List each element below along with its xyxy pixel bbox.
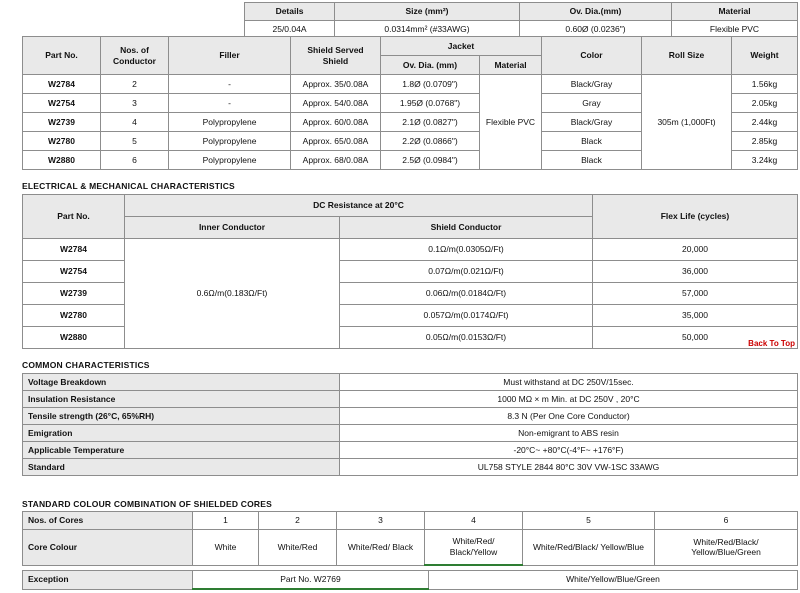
colour-value: White/Red/ Black: [337, 530, 425, 566]
table-row: [23, 391, 798, 408]
spec-shield: Approx. 60/0.08A: [291, 113, 381, 132]
electrical-section-title: ELECTRICAL & MECHANICAL CHARACTERISTICS: [22, 181, 235, 191]
spec-nos: 6: [101, 151, 169, 170]
spec-filler: -: [169, 75, 291, 94]
details-header-ov-dia: Ov. Dia.(mm): [520, 3, 672, 21]
colour-value: White: [193, 530, 259, 566]
details-header-material: Material: [672, 3, 798, 21]
elec-header-dc-resistance: DC Resistance at 20°C: [125, 195, 593, 217]
spec-header-nos-conductor: Nos. of Conductor: [101, 37, 169, 75]
details-header-details: Details: [245, 3, 335, 21]
spec-header-weight: Weight: [732, 37, 798, 75]
colour-count: 6: [655, 512, 798, 530]
common-value: Must withstand at DC 250V/15sec.: [340, 374, 798, 391]
spec-color: Gray: [542, 94, 642, 113]
colour-count: 1: [193, 512, 259, 530]
spec-nos: 5: [101, 132, 169, 151]
spec-part-no: W2739: [23, 113, 101, 132]
spec-header-jacket-ov-dia: Ov. Dia. (mm): [381, 56, 480, 75]
common-key: Emigration: [23, 425, 340, 442]
spec-color: Black: [542, 132, 642, 151]
spec-part-no: W2754: [23, 94, 101, 113]
spec-header-roll-size: Roll Size: [642, 37, 732, 75]
elec-shield-conductor: 0.1Ω/m(0.0305Ω/Ft): [340, 239, 593, 261]
spec-nos: 3: [101, 94, 169, 113]
exception-part-no: Part No. W2769: [193, 571, 429, 590]
spec-part-no: W2780: [23, 132, 101, 151]
spec-header-jacket-material: Material: [480, 56, 542, 75]
spec-ov-dia: 2.1Ø (0.0827"): [381, 113, 480, 132]
elec-header-inner-conductor: Inner Conductor: [125, 217, 340, 239]
spec-shield: Approx. 65/0.08A: [291, 132, 381, 151]
details-value-material: Flexible PVC: [672, 21, 798, 39]
spec-filler: Polypropylene: [169, 132, 291, 151]
common-key: Applicable Temperature: [23, 442, 340, 459]
spec-header-part-no: Part No.: [23, 37, 101, 75]
spec-header-jacket: Jacket: [381, 37, 542, 56]
elec-flex-life: 57,000: [593, 283, 798, 305]
common-key: Insulation Resistance: [23, 391, 340, 408]
spec-header-shield: Shield Served Shield: [291, 37, 381, 75]
electrical-table: [22, 194, 798, 349]
elec-header-shield-conductor: Shield Conductor: [340, 217, 593, 239]
specification-table: [22, 36, 798, 170]
table-row: [23, 425, 798, 442]
spec-weight: 2.44kg: [732, 113, 798, 132]
details-value-ov-dia: 0.60Ø (0.0236"): [520, 21, 672, 39]
table-row: [245, 3, 798, 21]
details-header-size: Size (mm²): [335, 3, 520, 21]
table-row: [23, 75, 798, 94]
spec-jacket-material-value: Flexible PVC: [480, 75, 542, 170]
table-row: [23, 459, 798, 476]
spec-ov-dia: 1.95Ø (0.0768"): [381, 94, 480, 113]
colour-value: White/Red/Black/ Yellow/Blue/Green: [655, 530, 798, 566]
elec-part-no: W2739: [23, 283, 125, 305]
exception-table: [22, 570, 798, 590]
elec-header-flex-life: Flex Life (cycles): [593, 195, 798, 239]
table-row: [23, 37, 798, 56]
elec-header-part-no: Part No.: [23, 195, 125, 239]
spec-header-color: Color: [542, 37, 642, 75]
common-section-title: COMMON CHARACTERISTICS: [22, 360, 150, 370]
elec-flex-life: 35,000: [593, 305, 798, 327]
common-value: 8.3 N (Per One Core Conductor): [340, 408, 798, 425]
common-value: Non-emigrant to ABS resin: [340, 425, 798, 442]
table-row: [23, 408, 798, 425]
elec-shield-conductor: 0.057Ω/m(0.0174Ω/Ft): [340, 305, 593, 327]
common-value: -20°C~ +80°C(-4°F~ +176°F): [340, 442, 798, 459]
common-key: Standard: [23, 459, 340, 476]
colour-count: 5: [523, 512, 655, 530]
back-to-top-link[interactable]: Back To Top: [748, 339, 795, 348]
spec-filler: Polypropylene: [169, 151, 291, 170]
details-value-details: 25/0.04A: [245, 21, 335, 39]
colour-value: White/Red: [259, 530, 337, 566]
elec-part-no: W2784: [23, 239, 125, 261]
colour-count: 2: [259, 512, 337, 530]
colour-combination-table: [22, 511, 798, 566]
elec-part-no: W2754: [23, 261, 125, 283]
colour-row-label-cores: Nos. of Cores: [23, 512, 193, 530]
spec-weight: 3.24kg: [732, 151, 798, 170]
spec-weight: 2.05kg: [732, 94, 798, 113]
spec-nos: 4: [101, 113, 169, 132]
table-row: [23, 442, 798, 459]
elec-flex-life: 20,000: [593, 239, 798, 261]
common-value: UL758 STYLE 2844 80°C 30V VW-1SC 33AWG: [340, 459, 798, 476]
colour-count: 4: [425, 512, 523, 530]
spec-shield: Approx. 54/0.08A: [291, 94, 381, 113]
table-row: [23, 195, 798, 217]
spec-shield: Approx. 68/0.08A: [291, 151, 381, 170]
colour-count: 3: [337, 512, 425, 530]
table-row: [23, 571, 798, 590]
details-value-size: 0.0314mm² (#33AWG): [335, 21, 520, 39]
spec-part-no: W2880: [23, 151, 101, 170]
elec-part-no: W2780: [23, 305, 125, 327]
elec-inner-conductor-value: 0.6Ω/m(0.183Ω/Ft): [125, 239, 340, 349]
spec-header-filler: Filler: [169, 37, 291, 75]
spec-nos: 2: [101, 75, 169, 94]
details-table: [244, 2, 798, 39]
table-row: [23, 512, 798, 530]
elec-shield-conductor: 0.06Ω/m(0.0184Ω/Ft): [340, 283, 593, 305]
exception-label: Exception: [23, 571, 193, 590]
elec-shield-conductor: 0.07Ω/m(0.021Ω/Ft): [340, 261, 593, 283]
common-key: Tensile strength (26°C, 65%RH): [23, 408, 340, 425]
spec-filler: -: [169, 94, 291, 113]
table-row: [23, 530, 798, 566]
spec-ov-dia: 2.5Ø (0.0984"): [381, 151, 480, 170]
spec-color: Black: [542, 151, 642, 170]
spec-roll-size-value: 305m (1,000Ft): [642, 75, 732, 170]
spec-weight: 1.56kg: [732, 75, 798, 94]
exception-value: White/Yellow/Blue/Green: [429, 571, 798, 590]
spec-color: Black/Gray: [542, 113, 642, 132]
spec-filler: Polypropylene: [169, 113, 291, 132]
spec-shield: Approx. 35/0.08A: [291, 75, 381, 94]
spec-weight: 2.85kg: [732, 132, 798, 151]
spec-color: Black/Gray: [542, 75, 642, 94]
colour-section-title: STANDARD COLOUR COMBINATION OF SHIELDED CORES: [22, 499, 272, 509]
table-row: [23, 239, 798, 261]
elec-part-no: W2880: [23, 327, 125, 349]
spec-part-no: W2784: [23, 75, 101, 94]
colour-row-label-core-colour: Core Colour: [23, 530, 193, 566]
colour-value-highlighted: White/Red/ Black/Yellow: [425, 530, 523, 566]
table-row: [23, 374, 798, 391]
common-value: 1000 MΩ × m Min. at DC 250V , 20°C: [340, 391, 798, 408]
common-key: Voltage Breakdown: [23, 374, 340, 391]
elec-flex-life: 36,000: [593, 261, 798, 283]
elec-flex-life: 50,000: [593, 327, 798, 349]
elec-shield-conductor: 0.05Ω/m(0.0153Ω/Ft): [340, 327, 593, 349]
common-characteristics-table: [22, 373, 798, 476]
spec-ov-dia: 1.8Ø (0.0709"): [381, 75, 480, 94]
colour-value: White/Red/Black/ Yellow/Blue: [523, 530, 655, 566]
spec-ov-dia: 2.2Ø (0.0866"): [381, 132, 480, 151]
